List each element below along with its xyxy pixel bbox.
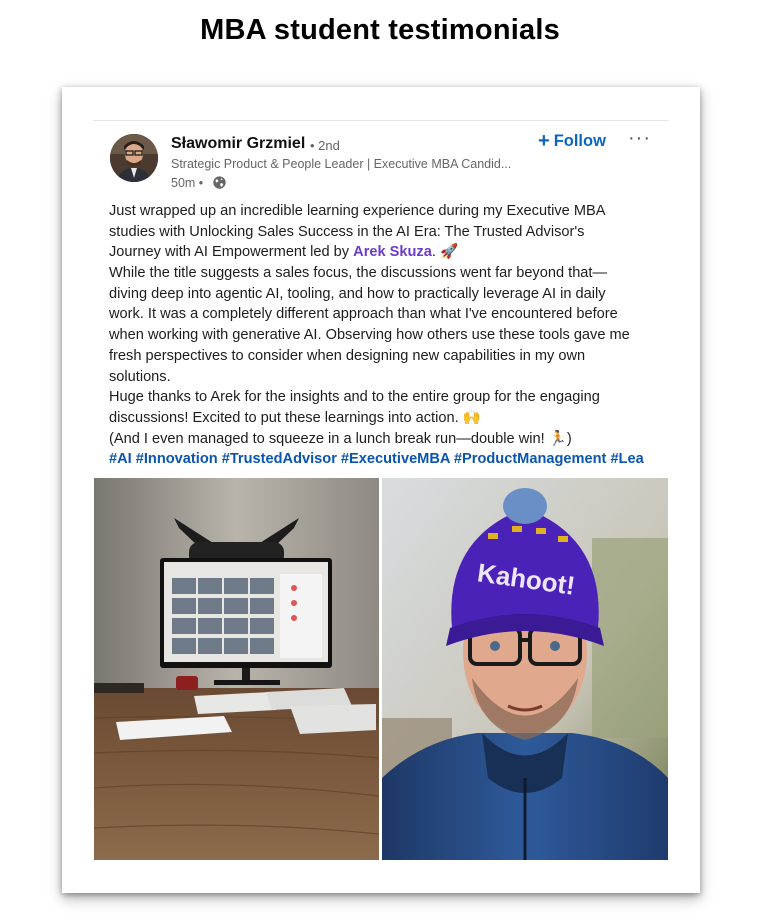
post-line: work. It was a completely different approach than what I've encountered before xyxy=(109,306,618,323)
post-line-text: Journey with AI Empowerment led by xyxy=(109,244,354,261)
author-avatar[interactable] xyxy=(110,134,158,182)
post-line: solutions. xyxy=(109,368,171,385)
post-line: Huge thanks to Arek for the insights and to the entire group for the engaging xyxy=(109,389,600,406)
linkedin-post xyxy=(93,120,669,861)
post-line: While the title suggests a sales focus, the discussions went far beyond that— xyxy=(109,265,608,282)
post-line: fresh perspectives to consider when designing new capabilities in my own xyxy=(109,347,586,364)
post-text xyxy=(109,201,665,470)
page-title: MBA student testimonials xyxy=(200,14,560,46)
author-headline: Strategic Product & People Leader | Executive MBA Candid... xyxy=(171,157,512,171)
post-line: diving deep into agentic AI, tooling, and how to practically leverage AI in daily xyxy=(109,285,606,302)
post-line xyxy=(109,242,665,263)
follow-label: Follow xyxy=(553,131,606,150)
mention-link[interactable]: Arek Skuza xyxy=(353,244,432,261)
photo-desk-video-call[interactable] xyxy=(94,478,379,860)
photo-selfie-kahoot-hat[interactable] xyxy=(382,478,668,860)
hat-logo-text: Kahoot! xyxy=(475,557,577,601)
post-line: (And I even managed to squeeze in a lunch break run—double win! 🏃) xyxy=(109,430,572,447)
post-line: discussions! Excited to put these learnings into action. 🙌 xyxy=(109,409,481,426)
post-timestamp: 50m • xyxy=(171,176,204,190)
post-line: Just wrapped up an incredible learning experience during my Executive MBA xyxy=(109,203,606,219)
hashtags[interactable]: #AI #Innovation #TrustedAdvisor #ExecutiveMBA #ProductManagement #Lea xyxy=(109,451,644,468)
author-name[interactable]: Sławomir Grzmiel xyxy=(171,135,306,152)
post-line: studies with Unlocking Sales Success in the AI Era: The Trusted Advisor's xyxy=(109,223,585,240)
post-line: when working with generative AI. Observing how others use these tools gave me xyxy=(109,327,630,344)
follow-button[interactable] xyxy=(538,129,606,153)
more-icon[interactable]: ··· xyxy=(628,127,651,149)
plus-icon: + xyxy=(538,130,550,152)
globe-icon xyxy=(212,175,227,190)
post-line-text: . 🚀 xyxy=(431,244,459,261)
connection-degree: • 2nd xyxy=(310,138,340,153)
